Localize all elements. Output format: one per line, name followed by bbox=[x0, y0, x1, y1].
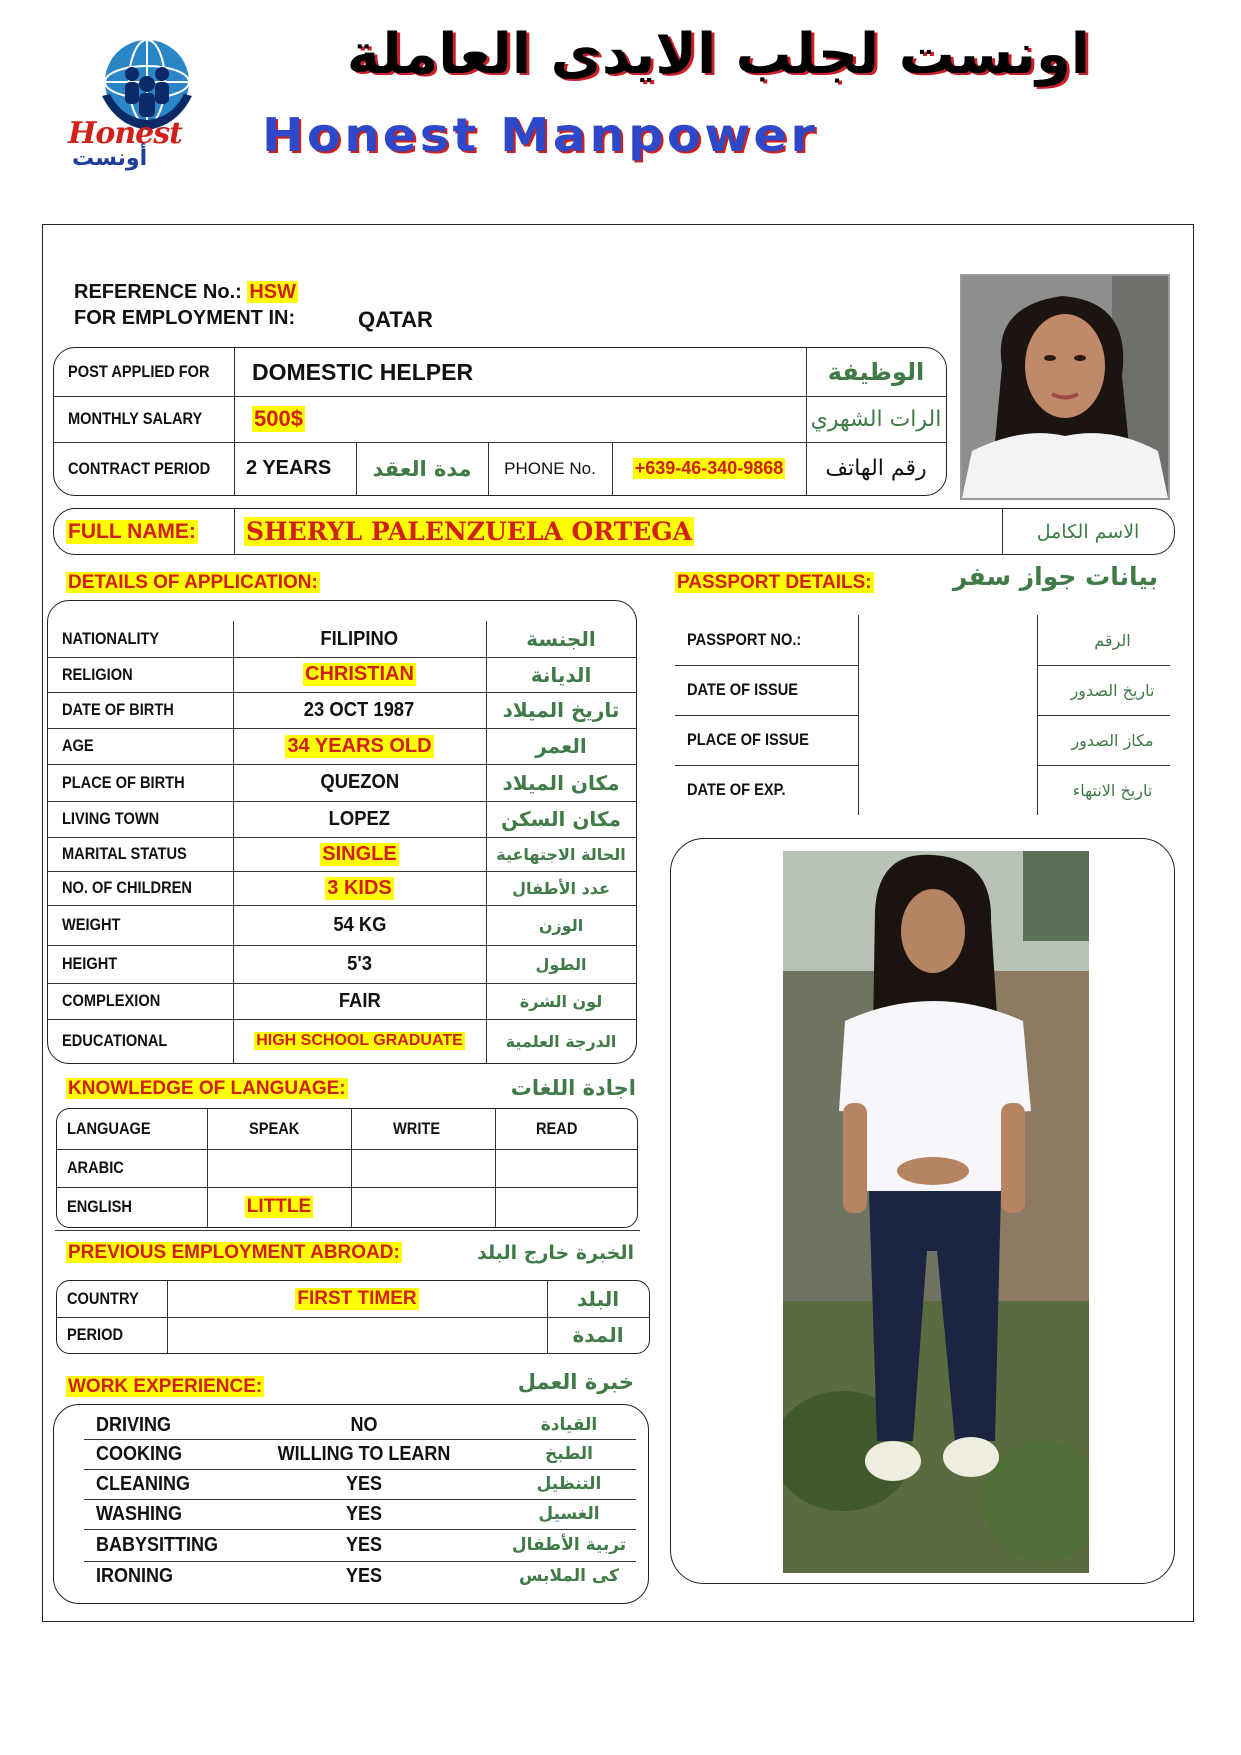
passport-label: DATE OF EXP. bbox=[687, 780, 786, 799]
language-header: SPEAK bbox=[249, 1119, 300, 1138]
employment-label: FOR EMPLOYMENT IN: bbox=[74, 307, 296, 329]
passport-value bbox=[858, 715, 1038, 765]
language-arabic-title: اجادة اللغات bbox=[510, 1076, 636, 1100]
previous-title: PREVIOUS EMPLOYMENT ABROAD: bbox=[68, 1242, 400, 1263]
language-name: ENGLISH bbox=[67, 1197, 132, 1216]
details-arabic: الدرجة العلمية bbox=[505, 1031, 617, 1051]
passport-arabic: تاريخ الصدور bbox=[1070, 680, 1155, 700]
work-skill-arabic: القيادة bbox=[540, 1415, 598, 1435]
phone-label: PHONE No. bbox=[504, 458, 596, 478]
passport-arabic: مكاز الصدور bbox=[1071, 730, 1154, 750]
details-value: 3 KIDS bbox=[327, 876, 392, 899]
job-info-box bbox=[53, 347, 947, 496]
details-label: LIVING TOWN bbox=[62, 809, 160, 828]
reference-line bbox=[74, 281, 298, 304]
work-skill-arabic: الطبخ bbox=[545, 1444, 593, 1464]
details-arabic: مكان السكن bbox=[501, 807, 621, 831]
details-arabic: الديانة bbox=[530, 662, 592, 687]
period-label: PERIOD bbox=[67, 1325, 124, 1344]
contract-arabic: مدة العقد bbox=[372, 456, 472, 481]
passport-title: PASSPORT DETAILS: bbox=[677, 572, 872, 593]
language-header: LANGUAGE bbox=[67, 1119, 151, 1138]
salary-value: 500$ bbox=[254, 406, 303, 431]
work-skill-label: DRIVING bbox=[96, 1413, 172, 1436]
full-body-photo bbox=[783, 851, 1089, 1573]
details-value: 54 KG bbox=[332, 913, 387, 936]
details-label: NATIONALITY bbox=[62, 629, 160, 648]
passport-label: DATE OF ISSUE bbox=[687, 680, 799, 699]
full-name-arabic: الاسم الكامل bbox=[1036, 520, 1140, 543]
previous-employment-table bbox=[56, 1280, 650, 1354]
details-value: QUEZON bbox=[320, 771, 399, 793]
salary-arabic: الرات الشهري bbox=[810, 406, 942, 432]
details-label: DATE OF BIRTH bbox=[62, 700, 174, 719]
details-title: DETAILS OF APPLICATION: bbox=[68, 572, 318, 593]
arabic-company-title: اونست لجلب الايدى العاملة bbox=[346, 22, 1090, 87]
language-name: ARABIC bbox=[67, 1158, 124, 1177]
details-value: LOPEZ bbox=[328, 807, 391, 830]
details-value: CHRISTIAN bbox=[305, 663, 414, 685]
work-experience-table bbox=[53, 1404, 649, 1604]
details-label: AGE bbox=[62, 736, 94, 755]
previous-arabic-title: الخبرة خارج البلد bbox=[477, 1242, 634, 1264]
english-company-title: Honest Manpower bbox=[262, 108, 819, 162]
logo-arabic-text: أونست bbox=[72, 146, 148, 171]
details-label: HEIGHT bbox=[62, 954, 118, 973]
details-arabic: تاريخ الميلاد bbox=[502, 698, 620, 722]
passport-table bbox=[675, 615, 1170, 815]
details-arabic: الوزن bbox=[538, 915, 584, 935]
details-label: NO. OF CHILDREN bbox=[62, 878, 192, 897]
country-value: FIRST TIMER bbox=[297, 1288, 417, 1309]
details-value: SINGLE bbox=[322, 842, 397, 865]
work-skill-value: NO bbox=[350, 1413, 378, 1436]
details-arabic: الحالة الاجتهاعية bbox=[496, 844, 626, 864]
details-label: RELIGION bbox=[62, 664, 133, 684]
details-value: 5'3 bbox=[347, 952, 372, 975]
passport-arabic-title: بيانات جواز سفر bbox=[952, 562, 1158, 591]
work-skill-value: YES bbox=[345, 1502, 383, 1525]
details-label: COMPLEXION bbox=[62, 991, 161, 1010]
details-arabic: الطول bbox=[535, 954, 587, 974]
language-title: KNOWLEDGE OF LANGUAGE: bbox=[68, 1078, 346, 1099]
work-arabic-title: خبرة العمل bbox=[517, 1370, 634, 1394]
work-skill-value: YES bbox=[345, 1533, 383, 1556]
details-label: PLACE OF BIRTH bbox=[62, 772, 185, 792]
phone-arabic: رقم الهاتف bbox=[825, 456, 927, 481]
portrait-photo bbox=[960, 274, 1170, 500]
language-table bbox=[56, 1108, 638, 1228]
details-value: FILIPINO bbox=[320, 627, 399, 650]
details-value: FAIR bbox=[338, 989, 381, 1012]
work-skill-label: IRONING bbox=[96, 1564, 174, 1587]
section-divider bbox=[55, 1230, 640, 1231]
work-skill-label: COOKING bbox=[96, 1442, 183, 1465]
details-arabic: مكان الميلاد bbox=[502, 770, 620, 795]
language-header: READ bbox=[536, 1119, 578, 1138]
passport-label: PLACE OF ISSUE bbox=[687, 730, 809, 749]
reference-value: HSW bbox=[249, 281, 297, 303]
country-label: COUNTRY bbox=[67, 1289, 139, 1308]
language-header: WRITE bbox=[393, 1119, 441, 1138]
details-value: 23 OCT 1987 bbox=[304, 698, 415, 721]
logo-text: Honest bbox=[68, 116, 182, 151]
passport-arabic: الرقم bbox=[1094, 630, 1131, 650]
details-arabic: العمر bbox=[535, 734, 587, 758]
reference-label: REFERENCE No.: bbox=[74, 281, 242, 303]
salary-label: MONTHLY SALARY bbox=[68, 409, 203, 428]
work-skill-label: BABYSITTING bbox=[96, 1533, 219, 1556]
work-skill-value: YES bbox=[345, 1564, 383, 1587]
details-arabic: لون الشرة bbox=[519, 991, 603, 1011]
company-logo bbox=[62, 34, 222, 174]
full-name-value: SHERYL PALENZUELA ORTEGA bbox=[246, 517, 693, 546]
work-title: WORK EXPERIENCE: bbox=[68, 1376, 263, 1397]
details-table bbox=[47, 600, 637, 1064]
work-skill-arabic: التنظيل bbox=[536, 1474, 602, 1494]
details-value: 34 YEARS OLD bbox=[287, 734, 432, 757]
employment-country: QATAR bbox=[358, 307, 433, 332]
details-label: WEIGHT bbox=[62, 915, 121, 934]
post-value: DOMESTIC HELPER bbox=[252, 358, 474, 385]
period-arabic: المدة bbox=[572, 1323, 624, 1347]
phone-value: +639-46-340-9868 bbox=[634, 458, 784, 478]
work-skill-value: YES bbox=[345, 1472, 383, 1495]
work-skill-arabic: تربية الأطفال bbox=[511, 1535, 627, 1555]
work-skill-arabic: كى الملابس bbox=[519, 1566, 619, 1586]
details-value: HIGH SCHOOL GRADUATE bbox=[256, 1032, 463, 1049]
language-speak-value: LITTLE bbox=[246, 1196, 312, 1217]
details-label: EDUCATIONAL bbox=[62, 1031, 168, 1050]
period-value bbox=[167, 1317, 547, 1353]
full-name-label: FULL NAME: bbox=[68, 519, 196, 543]
country-arabic: البلد bbox=[576, 1287, 620, 1311]
work-skill-value: WILLING TO LEARN bbox=[277, 1442, 451, 1465]
post-arabic: الوظيفة bbox=[827, 358, 925, 386]
details-arabic: عدد الأطفال bbox=[512, 878, 610, 898]
passport-value bbox=[858, 665, 1038, 715]
post-label: POST APPLIED FOR bbox=[68, 362, 210, 381]
work-skill-label: CLEANING bbox=[96, 1472, 191, 1495]
passport-value bbox=[858, 615, 1038, 665]
passport-value bbox=[858, 765, 1038, 815]
passport-label: PASSPORT NO.: bbox=[687, 630, 802, 649]
details-label: MARITAL STATUS bbox=[62, 844, 187, 863]
contract-value: 2 YEARS bbox=[246, 457, 332, 479]
work-skill-arabic: الغسيل bbox=[538, 1504, 600, 1524]
details-arabic: الجنسة bbox=[526, 627, 596, 651]
full-name-box bbox=[53, 508, 1175, 555]
passport-arabic: تاريخ الانتهاء bbox=[1072, 780, 1153, 800]
contract-label: CONTRACT PERIOD bbox=[68, 458, 211, 478]
work-skill-label: WASHING bbox=[96, 1502, 183, 1525]
